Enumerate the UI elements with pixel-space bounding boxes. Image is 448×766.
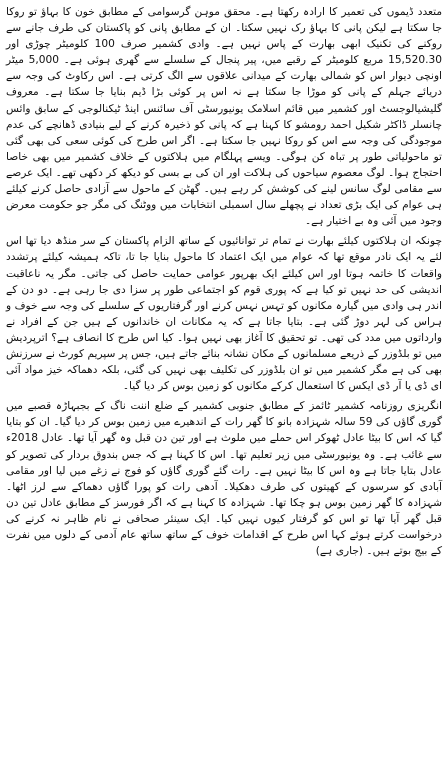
paragraph-2: چونکہ ان ہلاکتوں کیلئے بھارت نے تمام تر توانائیوں کے ساتھ الزام پاکستان کے سر منڈھ دیا تھا اس لئے یہ ایک نادر موقع تھا کہ عوام میں ایک اعتماد کا ماحول بنایا جا تا، تاکہ ہمیشہ کیلئے پرتشدد واقعات کا خاتمہ ہوتا اور اس کیلئے ایک بھرپور عوامی حمایت حاصل کی جاتی۔ مگر یہ ناعاقبت اندیشی کی حد نہیں تو کیا ہے کہ پوری قوم کو اجتماعی طور پر سزا دی جا رہی ہے۔ دو دن کے اندر ہی وادی میں گیارہ مکانوں کو تہس نہس کرنے اور گرفتاریوں کے سلسلے کی وجہ سے خوف و ہراس کی لہر دوڑ گئی ہے۔ بتایا جاتا ہے کہ یہ مکانات ان خاندانوں کے ہیں جن کے افراد نے وارداتوں میں مدد کی تھی۔ تو تحقیق کا آغاز بھی نہیں ہوا۔ کیا اس طرح کا انصاف ہے؟ اترپردیش میں تو بلڈوزر کے ذریعے مسلمانوں کے مکان نشانہ بنائے جاتے ہیں، جس پر سپریم کورٹ نے سرزنش بھی کی ہے مگر کشمیر میں تو ان بلڈوزر کی تکلیف بھی نہیں کی گئی، بلکہ دھماکہ خیز مواد آئی ای ڈی یا آر ڈی ایکس کا استعمال کرکے مکانوں کو زمین بوس کر دیا گیا۔ xyxy=(6,235,442,393)
article-body xyxy=(6,4,442,561)
paragraph-1: متعدد ڈیموں کی تعمیر کا ارادہ رکھتا ہے۔ محقق موہن گرسوامی کے مطابق خون کا بہاؤ تو روکا جا سکتا ہے لیکن پانی کا بہاؤ رک نہیں سکتا۔ ان کے مطابق پانی کو پاکستان کی طرف جانے سے روکنے کی تکنیک ابھی بھارت کے پاس نہیں ہے۔ وادی کشمیر صرف 100 کلومیٹر چوڑی اور 15,520.30 مربع کلومیٹر کے رقبے میں، پیر پنجال کے سلسلے سے گھری ہوئی ہے۔ 5,000 میٹر اونچی دیوار اس کو شمالی بھارت کے میدانی علاقوں سے الگ کرتی ہے۔ اس رکاوٹ کی وجہ سے دریائے جہلم کے پانی کو موڑا جا سکتا ہے نہ اس پر کوئی بڑا ڈیم بنایا جا سکتا ہے۔ معروف گلیشیالوجسٹ اور کشمیر میں قائم اسلامک یونیورسٹی آف سائنس اینڈ ٹیکنالوجی کے سابق وائس چانسلر ڈاکٹر شکیل احمد رومشو کا کہنا ہے کہ پانی کو ذخیرہ کرنے کے لیے بنیادی ڈھانچے کی عدم موجودگی کی وجہ سے اس کو روکا نہیں جا سکتا ہے۔ اگر اس طرح کی کوئی سعی کی بھی گئی تو ماحولیاتی طور پر تباہ کن ہوگی۔ ویسے پہلگام میں ہلاکتوں کے خلاف کشمیر میں بھی خاصا احتجاج ہوا۔ لوگ معصوم سیاحوں کی ہلاکت اور ان کی بے بسی کو دیکھ کر دکھی تھے۔ ایک عرصے سے مقامی لوگ سانس لینے کی کوشش کر رہے ہیں۔ گھٹن کے ماحول سے آزادی حاصل کرنے کیلئے ہی عوام کی ایک بڑی تعداد نے پچھلے سال اسمبلی انتخابات میں ووٹنگ کی مگر جو حکومت معرض وجود میں آئی وہ بے اختیار ہے۔ xyxy=(6,6,442,228)
paragraph-3: انگریزی روزنامہ کشمیر ٹائمز کے مطابق جنوبی کشمیر کے ضلع اننت ناگ کے بجبہاڑہ قصبے میں گوری گاؤں کی 59 سالہ شہزادہ بانو کا گھر رات کے اندھیرے میں زمین بوس کر دیا گیا۔ ان کو بتایا گیا کہ اس کا بیٹا عادل ٹھوکر اس حملے میں ملوث ہے اور تین دن قبل وہ گھر آیا تھا۔ عادل 2018ء سے غائب ہے۔ وہ یونیورسٹی میں زیر تعلیم تھا۔ اس کا کہنا ہے کہ جس بندوق بردار کی تصویر کو عادل بتایا جاتا ہے وہ اس کا بیٹا نہیں ہے۔ رات گئے گوری گاؤں کو فوج نے زغے میں لیا اور مقامی آبادی کو سرسوں کے کھیتوں کی طرف دھکیلا۔ آدھی رات کو پورا گاؤں دھماکے سے لرز اٹھا۔ شہزادہ کا گھر زمین بوس ہو چکا تھا۔ شہزادہ کا کہنا ہے کہ اگر فورسز کے مطابق عادل تین دن قبل گھر آیا تھا تو اس کو گرفتار کیوں نہیں کیا۔ ایک سینئر صحافی نے نام ظاہر نہ کرنے کی درخواست کرتے ہوئے کہا اس طرح کے اقدامات خوف کے ساتھ ساتھ عام آدمی کے دلوں میں نفرت کے بیج بوتے ہیں۔ (جاری ہے) xyxy=(6,400,442,558)
